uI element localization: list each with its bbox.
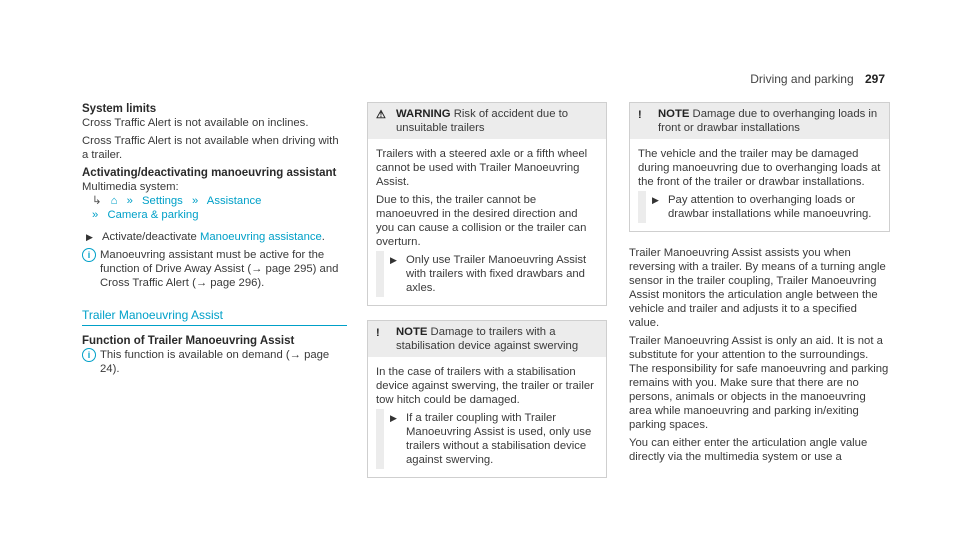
manoeuvring-assistance-link: Manoeuvring assistance	[199, 231, 322, 243]
note-action	[638, 193, 881, 221]
step-triangle-icon: ▶	[390, 413, 397, 423]
note-box-trailers	[367, 320, 607, 478]
function-heading: Function of Trailer Manoeuvring Assist	[82, 335, 295, 347]
note-label: NOTE	[396, 326, 428, 338]
menu-settings: Settings	[142, 195, 183, 207]
warning-action-text: Only use Trailer Manoeuvring Assist with trailers with fixed drawbars and axles.	[406, 254, 587, 294]
section-name: Driving and parking	[750, 72, 854, 86]
action-bar	[638, 191, 646, 223]
activate-step	[82, 230, 347, 244]
chevron-right-icon: »	[126, 195, 133, 207]
info-text-2: This function is available on demand (→ page 24).	[100, 349, 330, 375]
note-paragraph: In the case of trailers with a stabilisation device against swerving, the trailer or trailer tow hitch could be damaged.	[376, 366, 594, 406]
note-label: NOTE	[658, 108, 690, 120]
body-paragraph-1: Trailer Manoeuvring Assist assists you when reversing with a trailer. By means of a turning angle sensor in the trailer coupling, Trailer Manoeuvring Assist monitors the articulation angle between the vehicle and trailer and adjusts it to a specified value.	[629, 247, 886, 329]
exclamation-icon: !	[638, 109, 642, 121]
warning-paragraph-2: Due to this, the trailer cannot be manoeuvred in the desired direction and you can cause a collision or the trailer can overturn.	[376, 194, 587, 248]
body-paragraph-3: You can either enter the articulation angle value directly via the multimedia system or use a	[629, 437, 868, 463]
step-triangle-icon: ▶	[390, 255, 397, 265]
warning-title: Risk of accident due to unsuitable trailers	[396, 108, 569, 134]
activate-heading: Activating/deactivating manoeuvring assistant	[82, 167, 337, 179]
note-paragraph: The vehicle and the trailer may be damaged during manoeuvring due to overhanging loads at the front of the trailer or drawbar installations.	[638, 148, 881, 188]
warning-triangle-icon: ⚠	[376, 109, 386, 121]
trailer-section-title: Trailer Manoeuvring Assist	[82, 308, 347, 326]
info-icon: i	[82, 348, 96, 362]
chevron-right-icon: »	[191, 195, 199, 207]
note-box-overhang	[629, 102, 890, 232]
multimedia-label: Multimedia system:	[82, 181, 179, 193]
menu-path-line-1	[92, 194, 347, 208]
note-header	[630, 103, 889, 139]
note-title: Damage to trailers with a stabilisation device against swerving	[396, 326, 579, 352]
note-body	[368, 357, 606, 477]
home-icon: ⌂	[110, 195, 118, 207]
body-paragraph-2: Trailer Manoeuvring Assist is only an aid. It is not a substitute for your attention to the surroundings. The responsibility for safe manoeuvring and parking remains with you. Make sure that there are no persons, animals or objects in the manoeuvring area while manoeuvring and parking in/exiting parking spaces.	[629, 335, 889, 431]
menu-path-line-2	[92, 208, 347, 222]
warning-body	[368, 139, 606, 305]
warning-header	[368, 103, 606, 139]
note-action-text: Pay attention to overhanging loads or drawbar installations while manoeuvring.	[668, 194, 872, 220]
action-bar	[376, 251, 384, 297]
chevron-right-icon: »	[92, 209, 99, 221]
exclamation-icon: !	[376, 327, 380, 339]
info-text-1: Manoeuvring assistant must be active for the function of Drive Away Assist (→ page 295) and Cross Traffic Alert (→ page 296).	[100, 249, 339, 289]
system-limits-heading: System limits	[82, 103, 157, 115]
note-body	[630, 139, 889, 231]
warning-box	[367, 102, 607, 306]
step-suffix: .	[321, 231, 325, 243]
step-prefix: Activate/deactivate	[102, 231, 200, 243]
action-bar	[376, 409, 384, 469]
menu-assistance: Assistance	[206, 195, 262, 207]
warning-paragraph-1: Trailers with a steered axle or a fifth wheel cannot be used with Trailer Manoeuvring Assist.	[376, 148, 588, 188]
warning-action	[376, 253, 598, 295]
note-action-text: If a trailer coupling with Trailer Manoeuvring Assist is used, only use trailers without a stabilisation device against swerving.	[406, 412, 592, 466]
column-left	[82, 102, 347, 380]
page-number: 297	[864, 72, 885, 86]
warning-label: WARNING	[396, 108, 451, 120]
column-middle	[367, 102, 607, 492]
column-right	[629, 102, 890, 468]
limits-paragraph-2: Cross Traffic Alert is not available when driving with a trailer.	[82, 135, 339, 161]
limits-paragraph-1: Cross Traffic Alert is not available on inclines.	[82, 117, 309, 129]
page-header	[750, 72, 885, 86]
info-icon: i	[82, 248, 96, 262]
note-action	[376, 411, 598, 467]
info-note-1	[82, 248, 347, 290]
step-triangle-icon: ▶	[86, 232, 93, 242]
path-start-icon: ↳	[92, 195, 102, 207]
menu-camera-parking: Camera & parking	[107, 209, 199, 221]
note-title: Damage due to overhanging loads in front or drawbar installations	[658, 108, 878, 134]
note-header	[368, 321, 606, 357]
step-triangle-icon: ▶	[652, 195, 659, 205]
info-note-2	[82, 348, 347, 376]
